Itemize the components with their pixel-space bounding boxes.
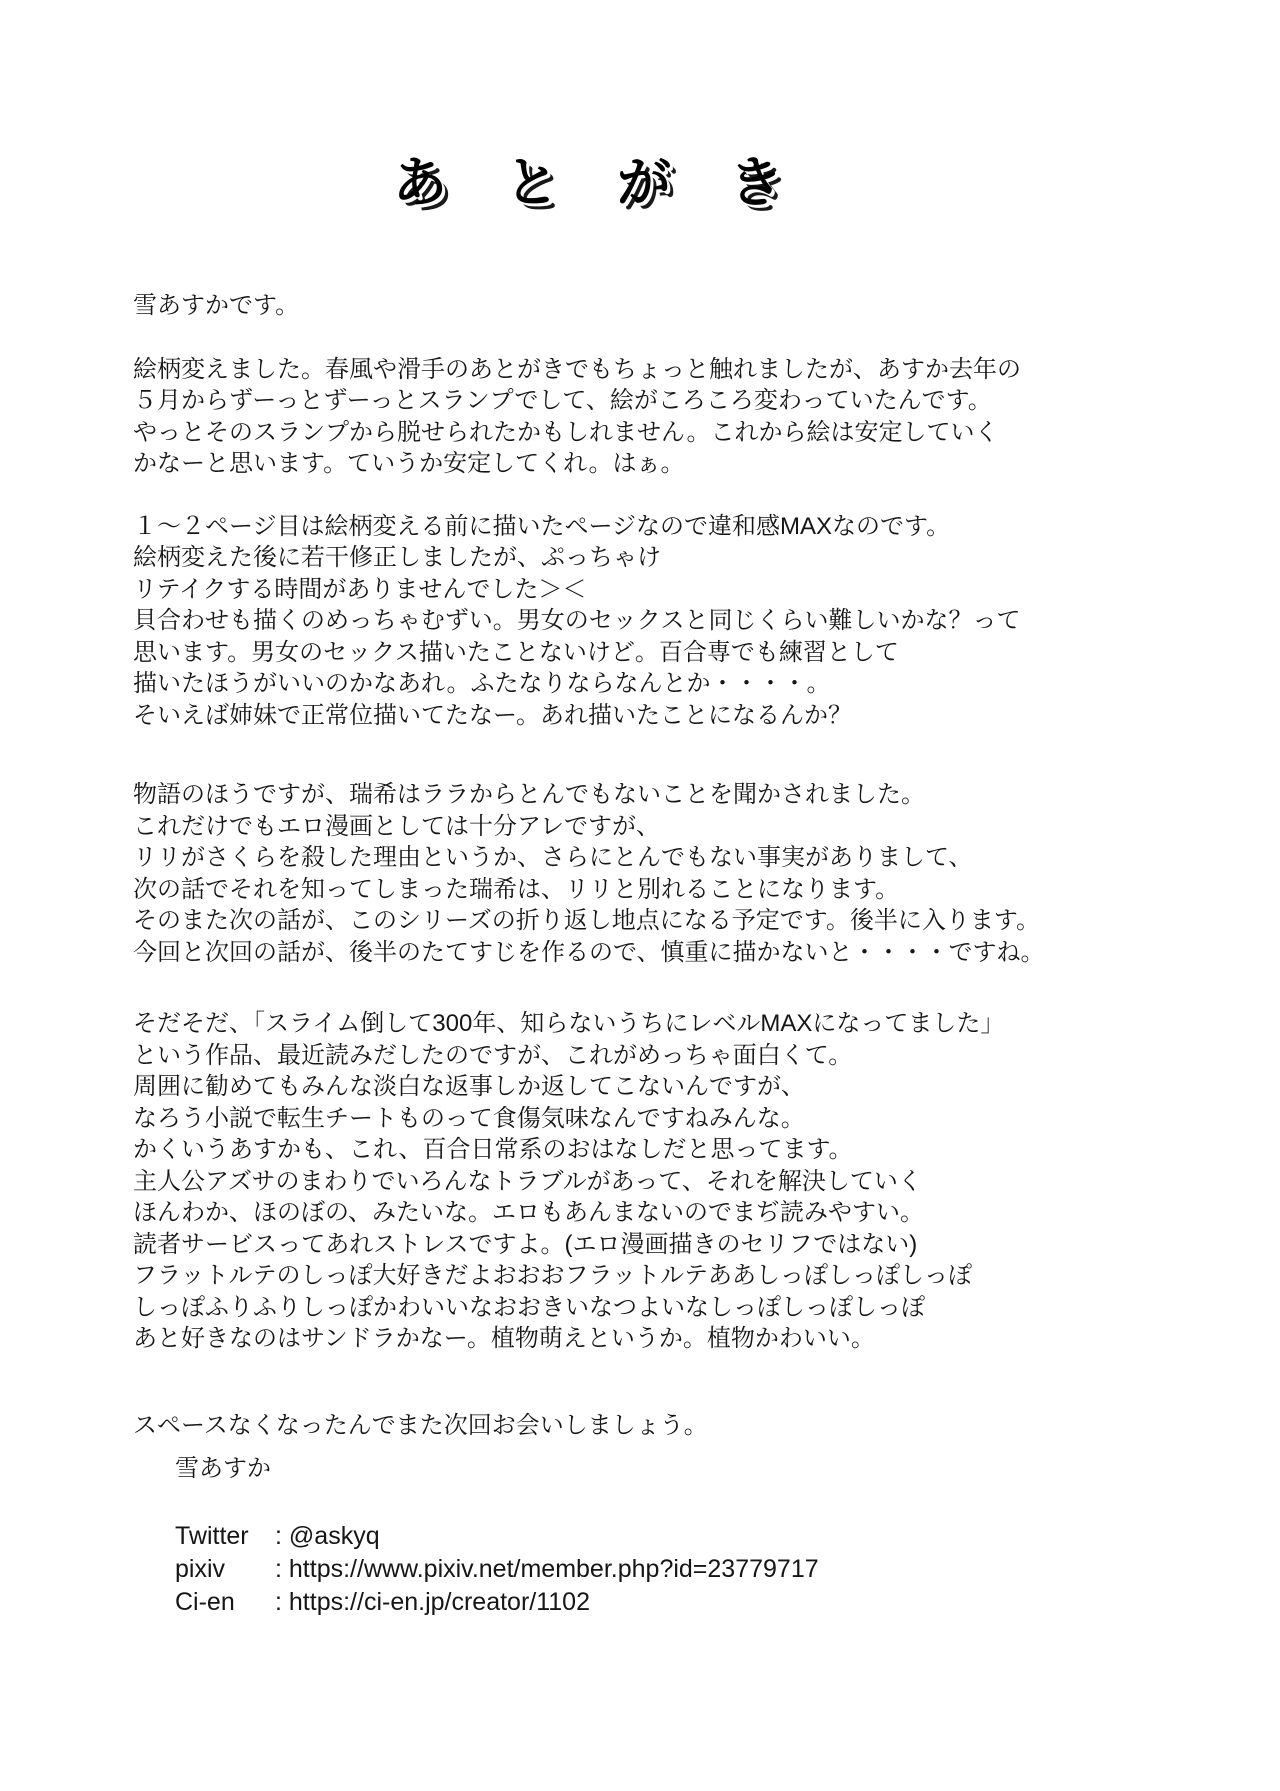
- text-line: フラットルテのしっぽ大好きだよおおおフラットルテああしっぽしっぽしっぽ: [133, 1262, 973, 1289]
- contact-row-pixiv: [175, 1553, 1083, 1586]
- text-line: 今回と次回の話が、後半のたてすじを作るので、慎重に描かないと・・・・ですね。: [133, 938, 1045, 966]
- text-line: 絵柄変えました。春風や滑手のあとがきでもちょっと触れましたが、あすか去年の: [133, 355, 1021, 383]
- contact-label: Ci-en: [175, 1587, 235, 1616]
- text-line: という作品、最近読みだしたのですが、これがめっちゃ面白くて。: [133, 1041, 853, 1069]
- text-line: やっとそのスランプから脱せられたかもしれません。これから絵は安定していく: [133, 418, 999, 446]
- paragraph-slime-novel: [133, 1008, 1083, 1355]
- pixiv-url: https://www.pixiv.net/member.php?id=23779717: [288, 1554, 819, 1583]
- text-line: １〜２ページ目は絵柄変える前に描いたページなので違和感MAXなのです。: [133, 512, 951, 540]
- paragraph-closing: [133, 1410, 1083, 1442]
- text-line: そだそだ、「スライム倒して300年、知らないうちにレベルMAXになってました」: [133, 1010, 1005, 1037]
- text-line: 読者サービスってあれストレスですよ。(エロ漫画描きのセリフではない): [133, 1230, 918, 1258]
- text-line: 描いたほうがいいのかなあれ。ふたなりならなんとか・・・・。: [133, 670, 831, 697]
- cien-url: https://ci-en.jp/creator/1102: [288, 1587, 590, 1616]
- author-signature: 雪あすか: [175, 1455, 271, 1482]
- text-line: 思います。男女のセックス描いたことないけど。百合専でも練習として: [133, 638, 899, 666]
- contact-separator: :: [275, 1587, 289, 1616]
- text-line: 次の話でそれを知ってしまった瑞希は、リリと別れることになります。: [133, 875, 900, 903]
- text-line: リテイクする時間がありませんでした＞＜: [133, 575, 587, 603]
- contact-row-cien: [175, 1586, 1083, 1619]
- paragraph-pages: [133, 511, 1083, 732]
- contact-separator: :: [275, 1554, 289, 1583]
- contact-row-twitter: [175, 1520, 1083, 1553]
- text-line: ５月からずーっとずーっとスランプでして、絵がころころ変わっていたんです。: [133, 387, 992, 414]
- paragraph-artstyle: [133, 354, 1083, 480]
- twitter-handle: @askyq: [288, 1521, 380, 1550]
- text-line: リリがさくらを殺した理由というか、さらにとんでもない事実がありまして、: [133, 844, 973, 871]
- text-line: そのまた次の話が、このシリーズの折り返し地点になる予定です。後半に入ります。: [133, 907, 1040, 934]
- paragraph-greeting: [133, 290, 1083, 322]
- text-line: あと好きなのはサンドラかなー。植物萌えというか。植物かわいい。: [133, 1325, 875, 1352]
- contact-separator: :: [275, 1521, 289, 1550]
- text-line: ほんわか、ほのぼの、みたいな。エロもあんまないのでまぢ読みやすい。: [133, 1199, 925, 1226]
- text-line: かくいうあすかも、これ、百合日常系のおはなしだと思ってます。: [133, 1136, 853, 1163]
- text-line: 周囲に勧めてもみんな淡白な返事しか返してこないんですが、: [133, 1073, 805, 1100]
- text-line: しっぽふりふりしっぽかわいいなおおきいなつよいなしっぽしっぽしっぽ: [133, 1293, 925, 1321]
- text-line: これだけでもエロ漫画としては十分アレですが、: [133, 812, 661, 840]
- afterword-content: [133, 152, 1083, 1619]
- contact-label: Twitter: [175, 1521, 249, 1550]
- text-line: なろう小説で転生チートものって食傷気味なんですねみんな。: [133, 1104, 805, 1132]
- text-line: そいえば姉妹で正常位描いてたなー。あれ描いたことになるんか？: [133, 701, 853, 729]
- contact-label: pixiv: [175, 1554, 226, 1583]
- contact-list: [175, 1520, 1083, 1619]
- text-line: スペースなくなったんでまた次回お会いしましょう。: [133, 1411, 708, 1439]
- text-line: 雪あすかです。: [133, 292, 300, 319]
- text-line: 絵柄変えた後に若干修正しましたが、ぷっちゃけ: [133, 544, 661, 571]
- text-line: 貝合わせも描くのめっちゃむずい。男女のセックスと同じくらい難しいかな？って: [133, 607, 1021, 634]
- text-line: 主人公アズサのまわりでいろんなトラブルがあって、それを解決していく: [133, 1167, 922, 1195]
- paragraph-story: [133, 779, 1083, 968]
- text-line: かなーと思います。ていうか安定してくれ。はぁ。: [133, 450, 685, 477]
- text-line: 物語のほうですが、瑞希はララからとんでもないことを聞かされました。: [133, 781, 925, 808]
- page-title: あ と が き: [393, 153, 785, 213]
